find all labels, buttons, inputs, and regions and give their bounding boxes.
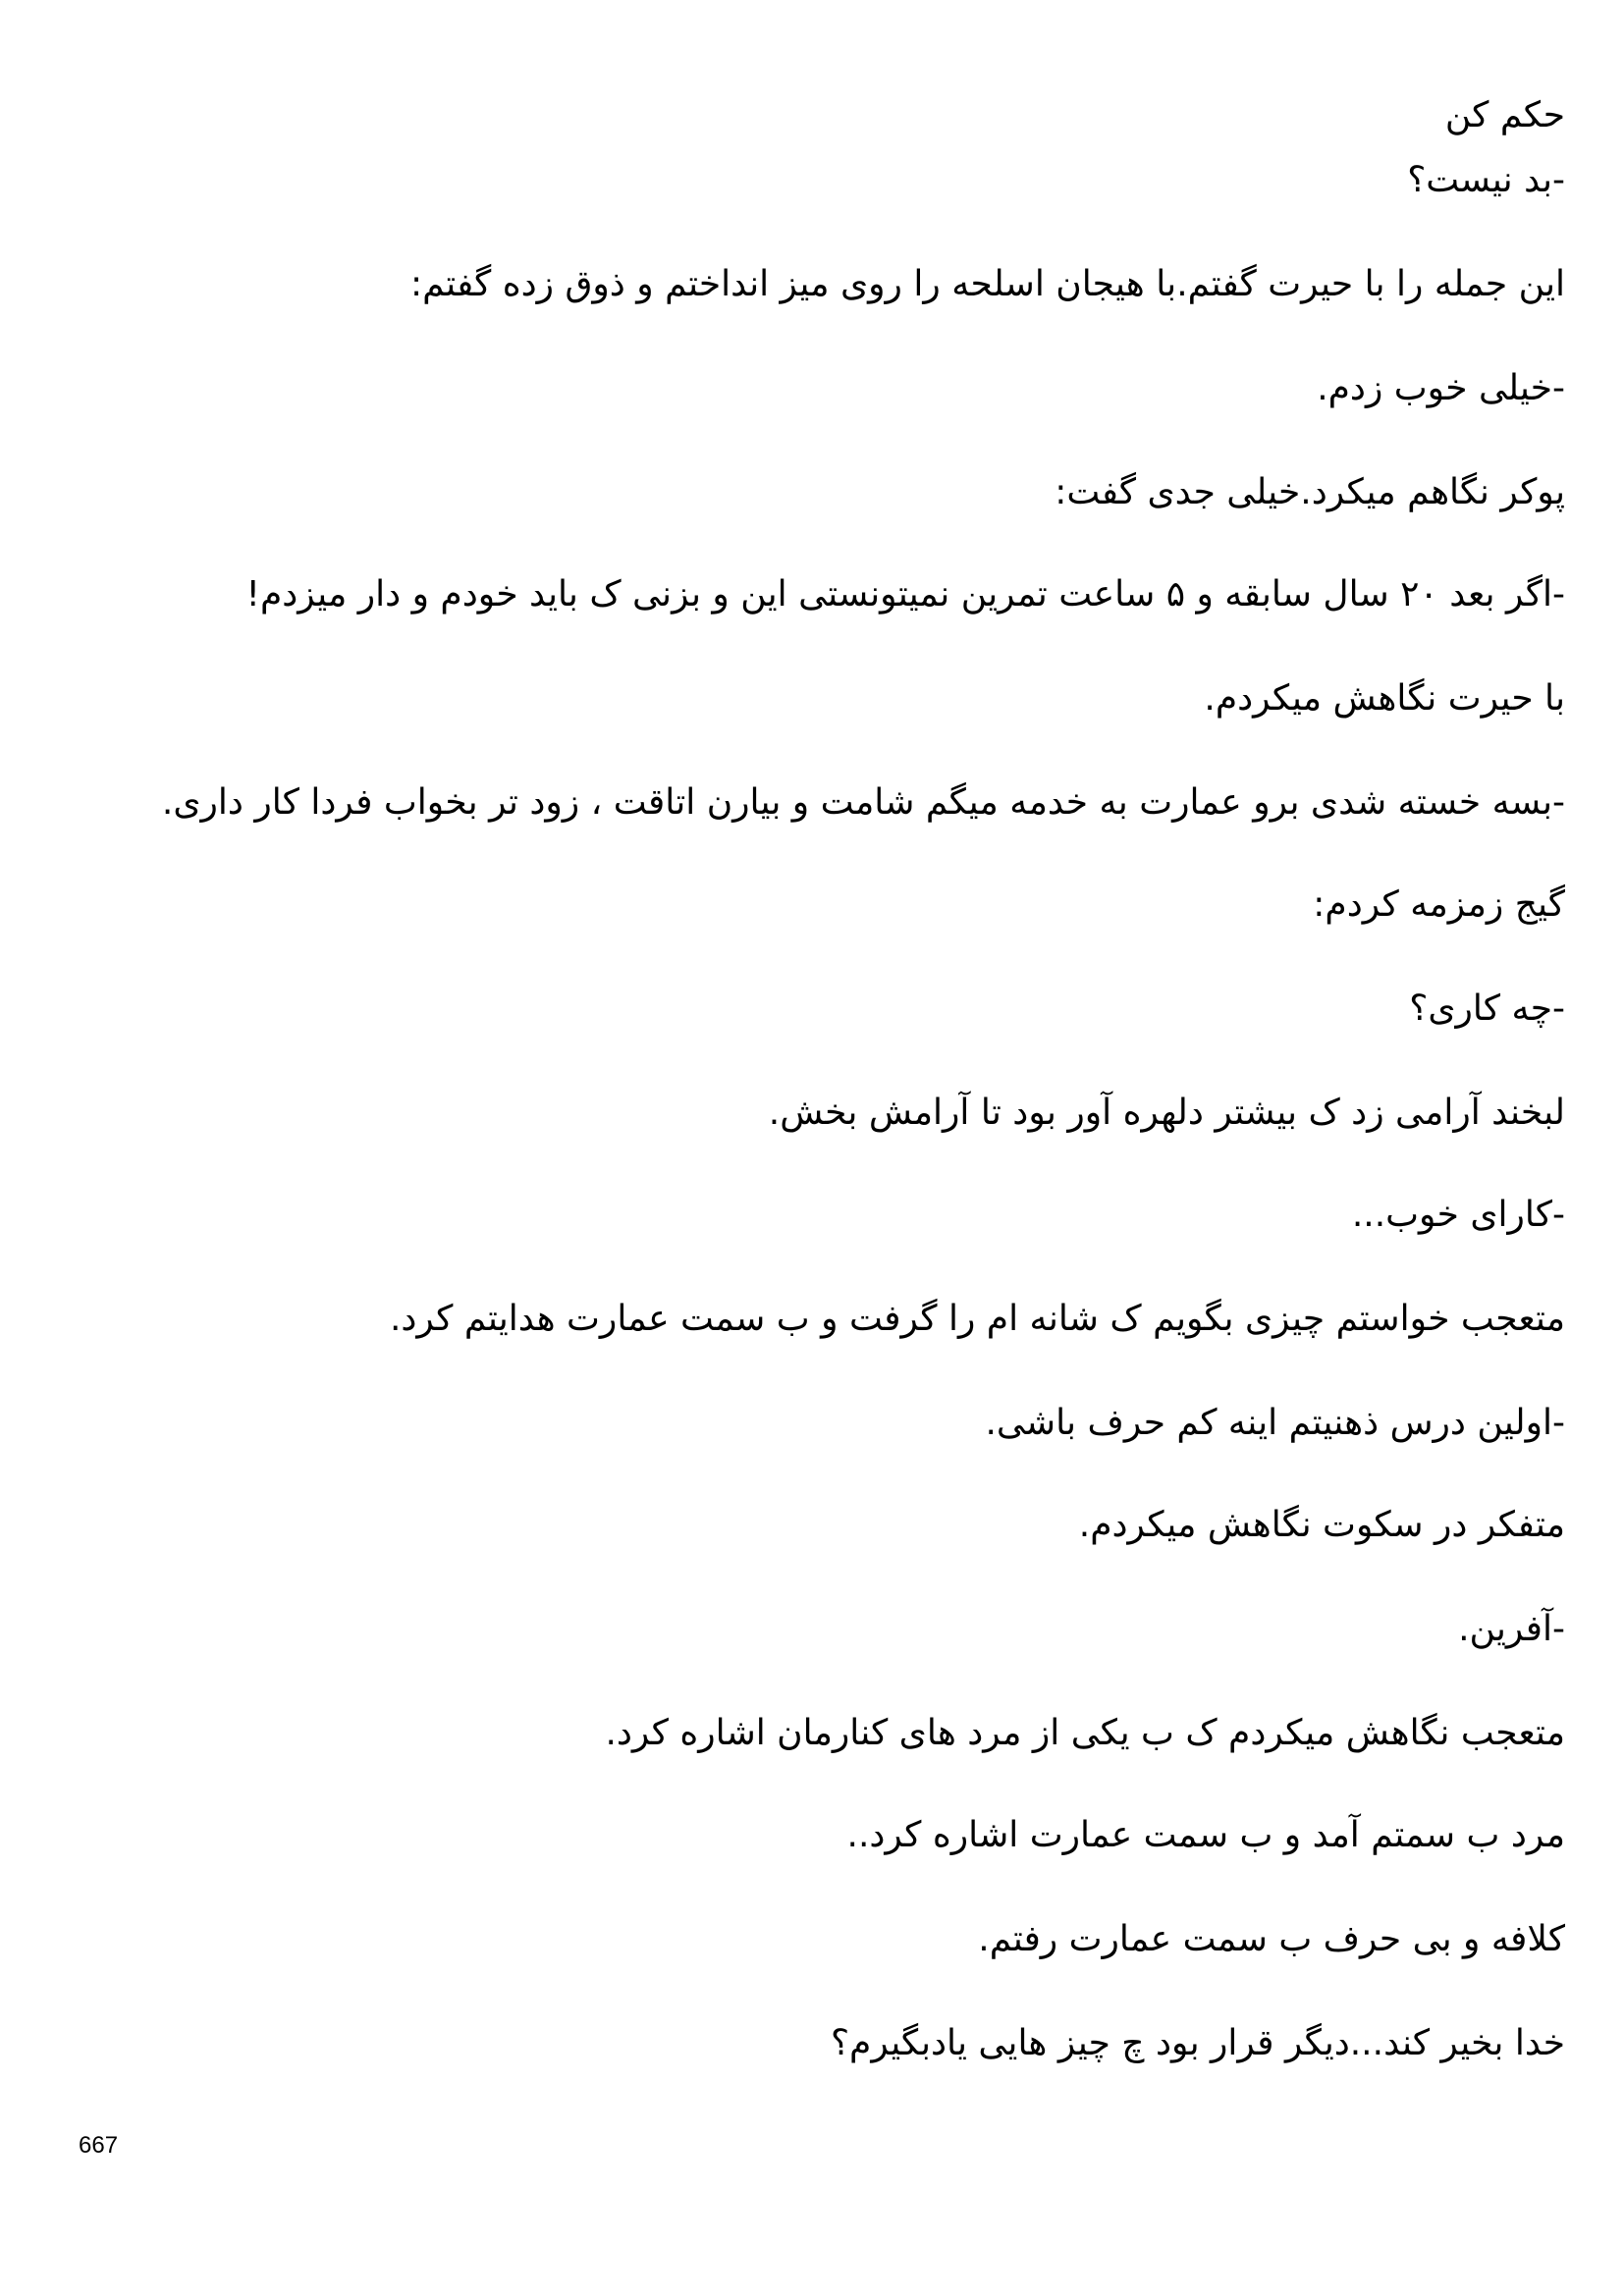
text-line: -اولین درس ذهنیتم اینه کم حرف باشی. [985,1403,1565,1443]
text-line: گیج زمزمه کردم: [1313,884,1565,925]
text-line: -اگر بعد ۲۰ سال سابقه و ۵ ساعت تمرین نمیتونستی این و بزنی ک باید خودم و دار میزدم! [245,574,1565,614]
text-line: -بسه خسته شدی برو عمارت به خدمه میگم شامت و بیارن اتاقت ، زود تر بخواب فردا کار داری. [161,782,1565,823]
text-line: مرد ب سمتم آمد و ب سمت عمارت اشاره کرد.. [846,1815,1565,1855]
text-line: متعجب خواستم چیزی بگویم ک شانه ام را گرفت و ب سمت عمارت هدایتم کرد. [389,1299,1565,1339]
text-line: -کارای خوب... [1351,1195,1565,1235]
text-line: کلافه و بی حرف ب سمت عمارت رفتم. [978,1919,1565,1959]
text-line: لبخند آرامی زد ک بیشتر دلهره آور بود تا آرامش بخش. [768,1093,1565,1133]
text-line: -خیلی خوب زدم. [1317,368,1565,408]
text-line: متفکر در سکوت نگاهش میکردم. [1078,1505,1565,1545]
text-line: پوکر نگاهم میکرد.خیلی جدی گفت: [1055,472,1565,512]
text-line: -بد نیست؟ [1407,160,1565,200]
page-number: 667 [79,2132,119,2159]
text-line: این جمله را با حیرت گفتم.با هیجان اسلحه را روی میز انداختم و ذوق زده گفتم: [410,264,1565,304]
text-line: حکم کن [1444,95,1565,135]
text-line: -آفرین. [1458,1609,1565,1649]
text-line: با حیرت نگاهش میکردم. [1204,678,1565,719]
text-line: خدا بخیر کند...دیگر قرار بود چ چیز هایی یادبگیرم؟ [830,2023,1565,2063]
text-line: -چه کاری؟ [1409,988,1565,1029]
text-line: متعجب نگاهش میکردم ک ب یکی از مرد های کنارمان اشاره کرد. [605,1713,1565,1753]
